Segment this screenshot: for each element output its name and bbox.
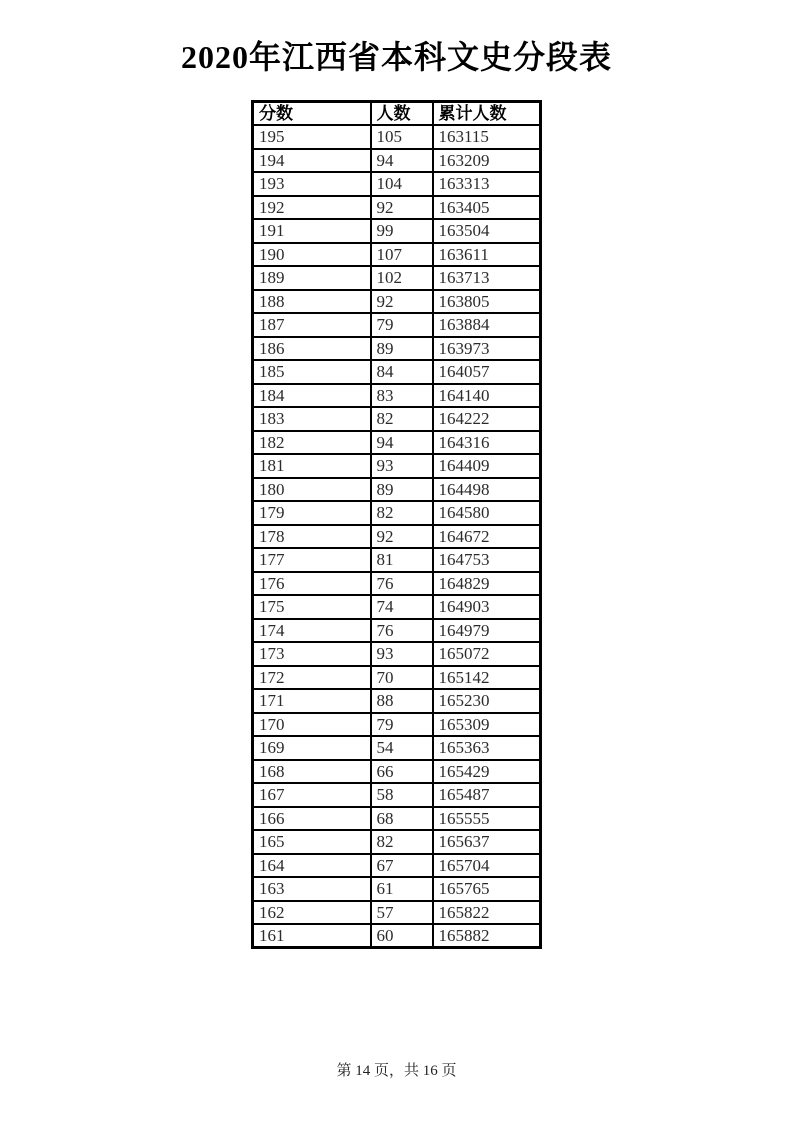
- table-row: [253, 666, 541, 690]
- score-cell: 174: [253, 619, 371, 643]
- cumulative-cell: 164140: [433, 384, 541, 408]
- score-cell: 170: [253, 713, 371, 737]
- table-row: [253, 407, 541, 431]
- page-title: 2020年江西省本科文史分段表: [180, 39, 612, 75]
- page-footer: 第 14 页，共 16 页: [336, 1063, 457, 1079]
- count-cell: 92: [371, 525, 433, 549]
- table-row: [253, 290, 541, 314]
- count-cell: 93: [371, 642, 433, 666]
- score-cell: 190: [253, 243, 371, 267]
- cumulative-cell: 163973: [433, 337, 541, 361]
- cumulative-cell: 165637: [433, 830, 541, 854]
- cumulative-cell: 165704: [433, 854, 541, 878]
- cumulative-cell: 165429: [433, 760, 541, 784]
- score-cell: 165: [253, 830, 371, 854]
- cumulative-cell: 165555: [433, 807, 541, 831]
- table-row: [253, 689, 541, 713]
- score-cell: 164: [253, 854, 371, 878]
- score-cell: 185: [253, 360, 371, 384]
- score-cell: 193: [253, 172, 371, 196]
- table-row: [253, 525, 541, 549]
- score-cell: 161: [253, 924, 371, 948]
- count-cell: 70: [371, 666, 433, 690]
- count-cell: 61: [371, 877, 433, 901]
- score-segment-table: [251, 100, 542, 949]
- score-cell: 192: [253, 196, 371, 220]
- table-row: [253, 807, 541, 831]
- count-cell: 107: [371, 243, 433, 267]
- cumulative-cell: 165072: [433, 642, 541, 666]
- cumulative-cell: 165765: [433, 877, 541, 901]
- cumulative-cell: 165822: [433, 901, 541, 925]
- table-row: [253, 924, 541, 948]
- table-row: [253, 266, 541, 290]
- table-row: [253, 901, 541, 925]
- count-cell: 94: [371, 431, 433, 455]
- score-cell: 169: [253, 736, 371, 760]
- score-cell: 184: [253, 384, 371, 408]
- score-cell: 178: [253, 525, 371, 549]
- table-row: [253, 219, 541, 243]
- score-cell: 162: [253, 901, 371, 925]
- count-cell: 68: [371, 807, 433, 831]
- cumulative-cell: 163805: [433, 290, 541, 314]
- count-cell: 82: [371, 407, 433, 431]
- cumulative-cell: 164979: [433, 619, 541, 643]
- count-cell: 60: [371, 924, 433, 948]
- count-cell: 105: [371, 125, 433, 149]
- cumulative-cell: 163115: [433, 125, 541, 149]
- count-cell: 92: [371, 290, 433, 314]
- cumulative-cell: 163209: [433, 149, 541, 173]
- table-row: [253, 783, 541, 807]
- table-row: [253, 572, 541, 596]
- score-cell: 163: [253, 877, 371, 901]
- table-row: [253, 713, 541, 737]
- cumulative-cell: 164829: [433, 572, 541, 596]
- table-row: [253, 454, 541, 478]
- cumulative-cell: 164057: [433, 360, 541, 384]
- count-cell: 83: [371, 384, 433, 408]
- count-cell: 82: [371, 501, 433, 525]
- table-row: [253, 313, 541, 337]
- count-cell: 74: [371, 595, 433, 619]
- table-row: [253, 172, 541, 196]
- score-cell: 191: [253, 219, 371, 243]
- score-cell: 186: [253, 337, 371, 361]
- count-cell: 67: [371, 854, 433, 878]
- cumulative-cell: 163713: [433, 266, 541, 290]
- table-row: [253, 501, 541, 525]
- count-cell: 76: [371, 572, 433, 596]
- score-cell: 179: [253, 501, 371, 525]
- count-cell: 102: [371, 266, 433, 290]
- table-row: [253, 337, 541, 361]
- count-cell: 66: [371, 760, 433, 784]
- score-cell: 195: [253, 125, 371, 149]
- cumulative-cell: 164903: [433, 595, 541, 619]
- cumulative-cell: 163504: [433, 219, 541, 243]
- count-cell: 58: [371, 783, 433, 807]
- column-header-count: 人数: [371, 102, 433, 126]
- cumulative-cell: 165487: [433, 783, 541, 807]
- cumulative-cell: 163611: [433, 243, 541, 267]
- cumulative-cell: 164498: [433, 478, 541, 502]
- table-row: [253, 736, 541, 760]
- table-row: [253, 431, 541, 455]
- count-cell: 57: [371, 901, 433, 925]
- score-cell: 194: [253, 149, 371, 173]
- table-row: [253, 360, 541, 384]
- table-row: [253, 384, 541, 408]
- cumulative-cell: 164222: [433, 407, 541, 431]
- count-cell: 94: [371, 149, 433, 173]
- count-cell: 82: [371, 830, 433, 854]
- table-row: [253, 760, 541, 784]
- score-cell: 172: [253, 666, 371, 690]
- count-cell: 89: [371, 337, 433, 361]
- table-row: [253, 830, 541, 854]
- count-cell: 79: [371, 713, 433, 737]
- table-row: [253, 196, 541, 220]
- cumulative-cell: 163313: [433, 172, 541, 196]
- cumulative-cell: 164672: [433, 525, 541, 549]
- count-cell: 88: [371, 689, 433, 713]
- cumulative-cell: 165882: [433, 924, 541, 948]
- table-row: [253, 642, 541, 666]
- cumulative-cell: 163405: [433, 196, 541, 220]
- table-row: [253, 548, 541, 572]
- column-header-score: 分数: [253, 102, 371, 126]
- count-cell: 99: [371, 219, 433, 243]
- table-row: [253, 243, 541, 267]
- count-cell: 89: [371, 478, 433, 502]
- table-row: [253, 125, 541, 149]
- score-cell: 168: [253, 760, 371, 784]
- score-cell: 171: [253, 689, 371, 713]
- column-header-cumulative: 累计人数: [433, 102, 541, 126]
- table-row: [253, 619, 541, 643]
- table-row: [253, 877, 541, 901]
- score-cell: 183: [253, 407, 371, 431]
- count-cell: 81: [371, 548, 433, 572]
- score-cell: 189: [253, 266, 371, 290]
- table-row: [253, 478, 541, 502]
- table-header-row: [253, 102, 541, 126]
- score-cell: 180: [253, 478, 371, 502]
- score-cell: 176: [253, 572, 371, 596]
- score-cell: 182: [253, 431, 371, 455]
- count-cell: 84: [371, 360, 433, 384]
- table-row: [253, 595, 541, 619]
- cumulative-cell: 164753: [433, 548, 541, 572]
- score-cell: 166: [253, 807, 371, 831]
- cumulative-cell: 165363: [433, 736, 541, 760]
- score-cell: 167: [253, 783, 371, 807]
- count-cell: 104: [371, 172, 433, 196]
- score-cell: 181: [253, 454, 371, 478]
- cumulative-cell: 165309: [433, 713, 541, 737]
- score-cell: 173: [253, 642, 371, 666]
- count-cell: 79: [371, 313, 433, 337]
- score-cell: 188: [253, 290, 371, 314]
- cumulative-cell: 165230: [433, 689, 541, 713]
- count-cell: 93: [371, 454, 433, 478]
- score-cell: 175: [253, 595, 371, 619]
- cumulative-cell: 165142: [433, 666, 541, 690]
- score-cell: 177: [253, 548, 371, 572]
- score-cell: 187: [253, 313, 371, 337]
- cumulative-cell: 164316: [433, 431, 541, 455]
- cumulative-cell: 164409: [433, 454, 541, 478]
- count-cell: 92: [371, 196, 433, 220]
- table-row: [253, 149, 541, 173]
- count-cell: 54: [371, 736, 433, 760]
- cumulative-cell: 164580: [433, 501, 541, 525]
- table-row: [253, 854, 541, 878]
- table-body: [253, 125, 541, 948]
- count-cell: 76: [371, 619, 433, 643]
- cumulative-cell: 163884: [433, 313, 541, 337]
